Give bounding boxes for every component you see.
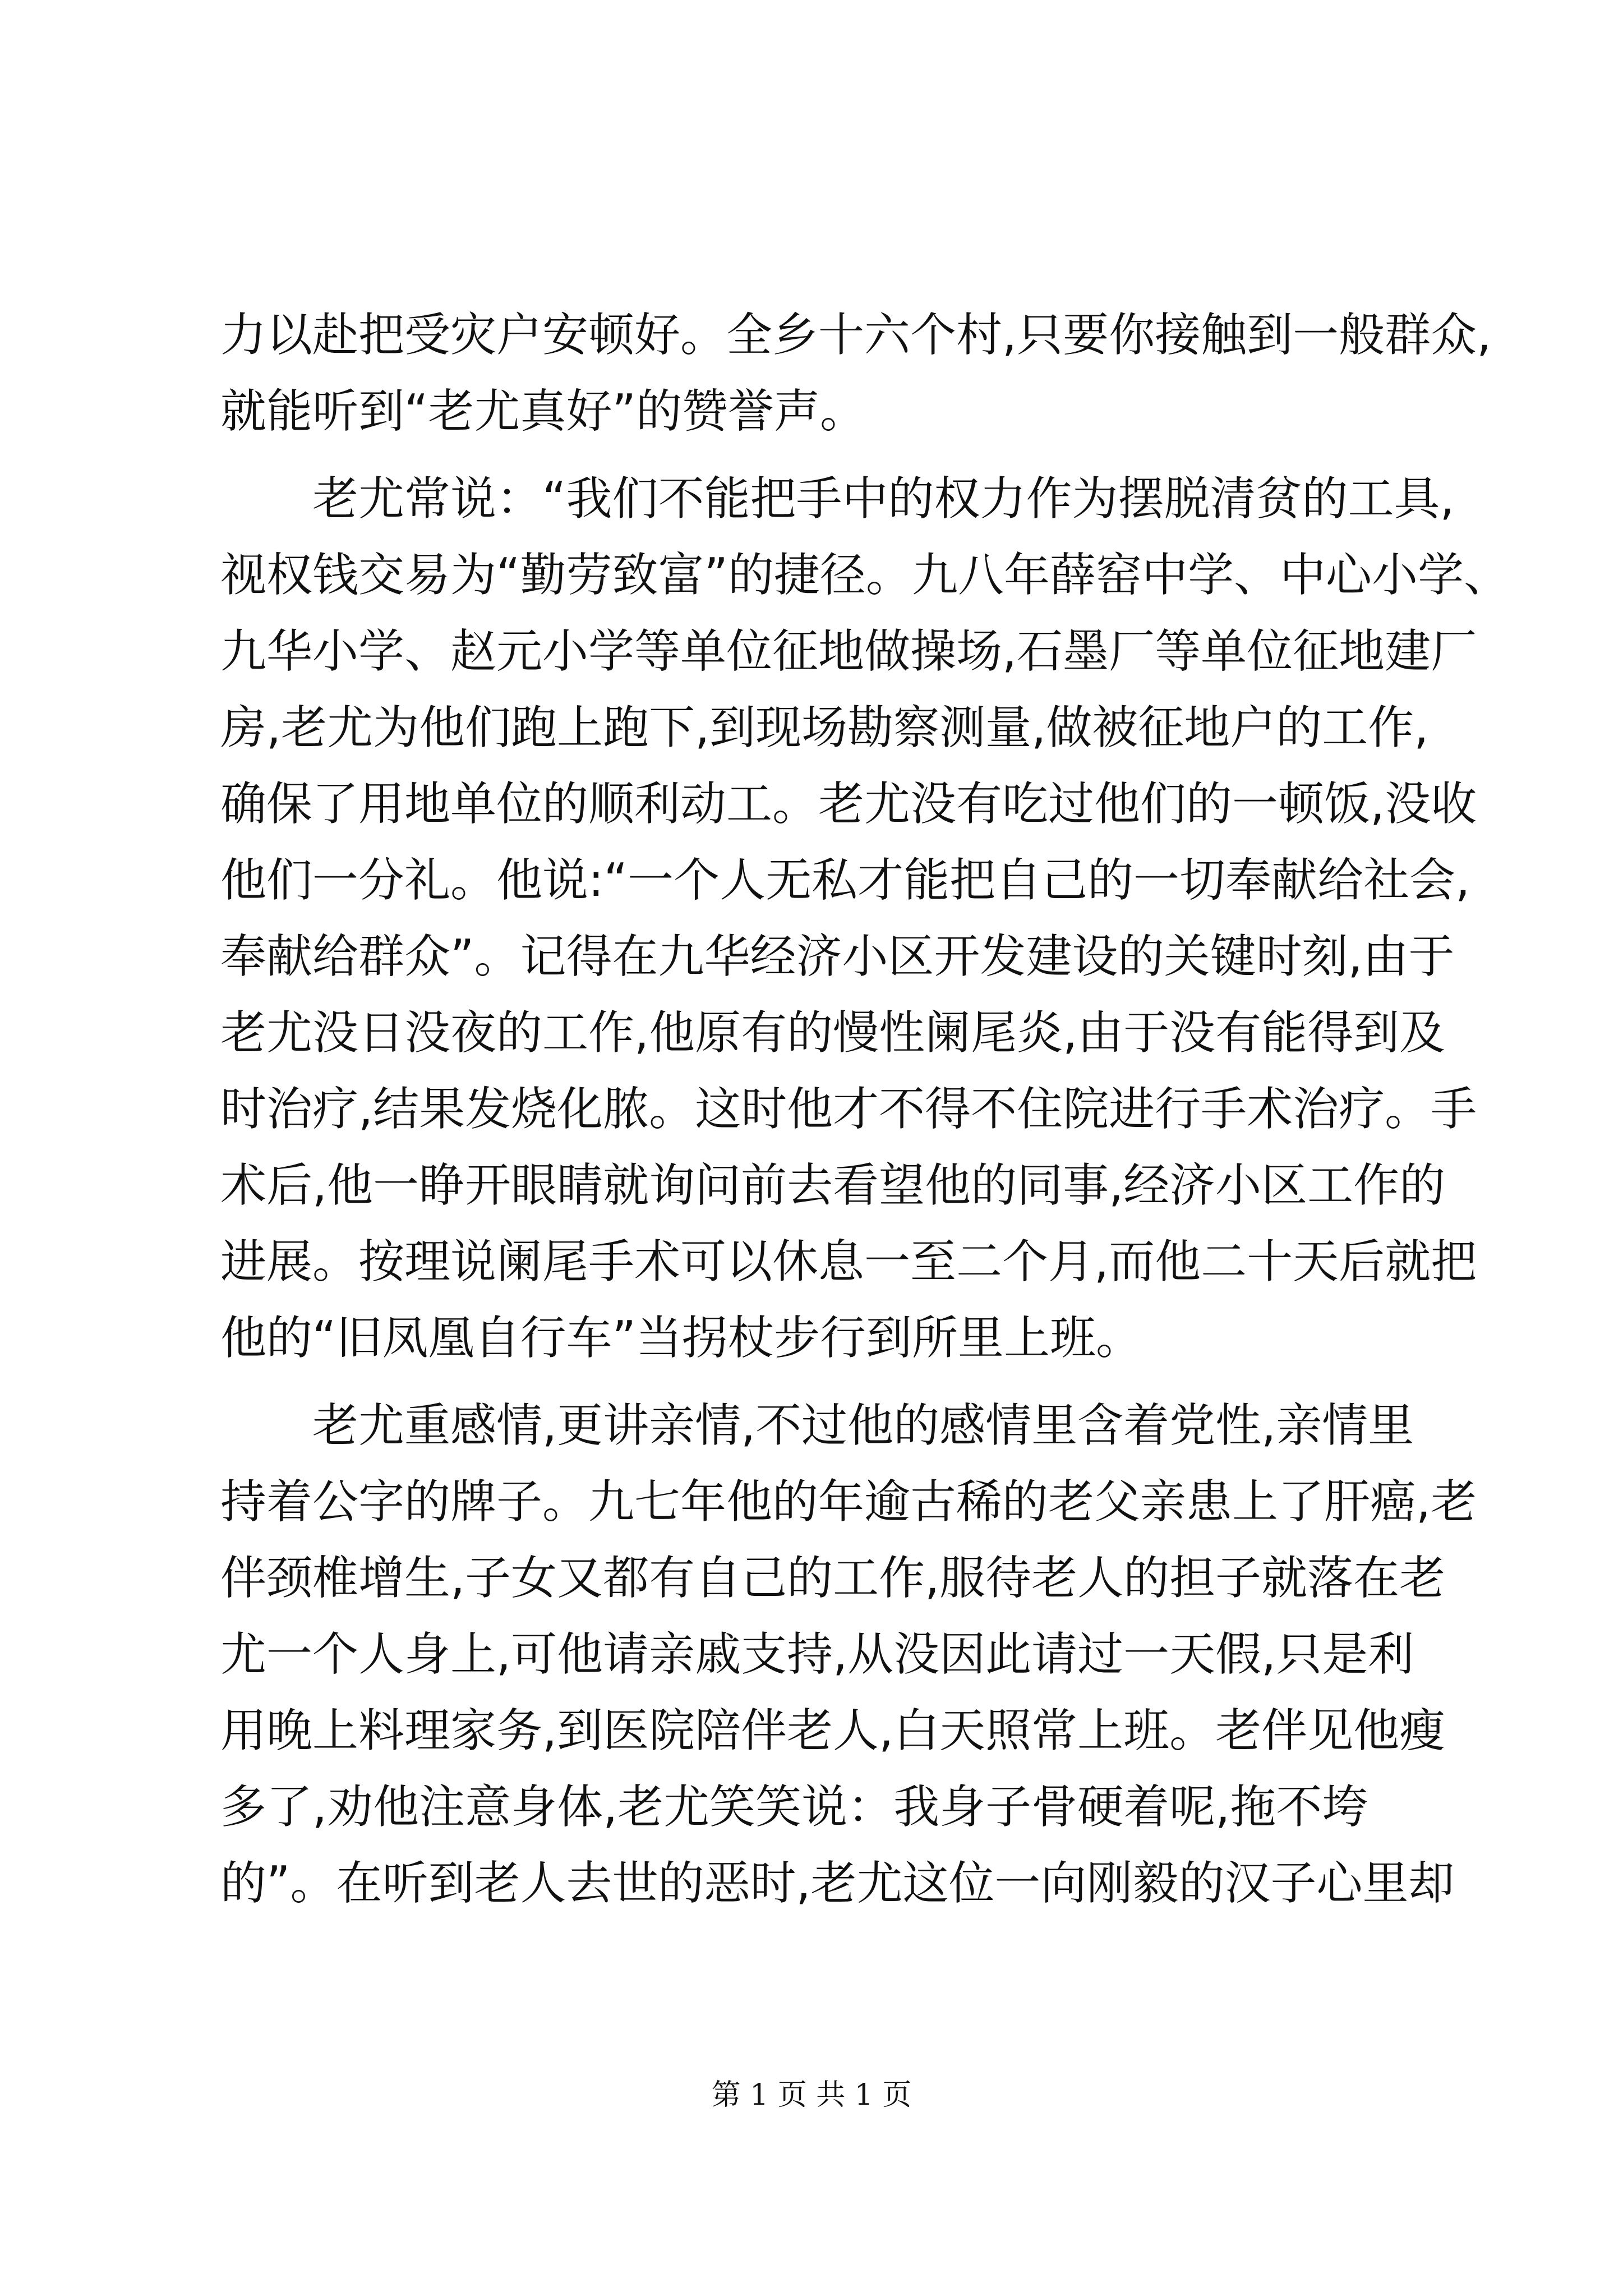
text-line: 多了,劝他注意身体,老尤笑笑说：我身子骨硬着呢,拖不垮 bbox=[220, 1780, 1368, 1834]
text-line: 老尤重感情,更讲亲情,不过他的感情里含着党性,亲情里 bbox=[220, 1399, 1414, 1452]
text-line: 老尤没日没夜的工作,他原有的慢性阑尾炎,由于没有能得到及 bbox=[220, 1006, 1446, 1060]
text-line: 时治疗,结果发烧化脓。这时他才不得不住院进行手术治疗。手 bbox=[220, 1083, 1477, 1136]
page-number-footer: 第 1 页 共 1 页 bbox=[711, 2078, 912, 2112]
text-line: 他们一分礼。他说:“一个人无私才能把自己的一切奉献给社会, bbox=[220, 854, 1470, 907]
text-line: 九华小学、赵元小学等单位征地做操场,石墨厂等单位征地建厂 bbox=[220, 625, 1477, 678]
text-line: 用晚上料理家务,到医院陪伴老人,白天照常上班。老伴见他瘦 bbox=[220, 1704, 1446, 1757]
text-line: 力以赴把受灾户安顿好。全乡十六个村,只要你接触到一般群众, bbox=[220, 309, 1492, 362]
text-line: 进展。按理说阑尾手术可以休息一至二个月,而他二十天后就把 bbox=[220, 1235, 1477, 1289]
text-line: 他的“旧凤凰自行车”当拐杖步行到所里上班。 bbox=[220, 1312, 1142, 1365]
text-line: 视权钱交易为“勤劳致富”的捷径。九八年薛窑中学、中心小学、 bbox=[220, 549, 1510, 602]
text-line: 尤一个人身上,可他请亲戚支持,从没因此请过一天假,只是利 bbox=[220, 1628, 1414, 1681]
text-line: 持着公字的牌子。九七年他的年逾古稀的老父亲患上了肝癌,老 bbox=[220, 1475, 1477, 1529]
text-line: 就能听到“老尤真好”的赞誉声。 bbox=[220, 385, 866, 438]
text-line: 的”。在听到老人去世的恶时,老尤这位一向刚毅的汉子心里却 bbox=[220, 1857, 1455, 1910]
text-line: 奉献给群众”。记得在九华经济小区开发建设的关键时刻,由于 bbox=[220, 930, 1455, 983]
text-line: 术后,他一睁开眼睛就询问前去看望他的同事,经济小区工作的 bbox=[220, 1159, 1446, 1212]
text-line: 房,老尤为他们跑上跑下,到现场勘察测量,做被征地户的工作, bbox=[220, 701, 1429, 754]
text-line: 伴颈椎增生,子女又都有自己的工作,服待老人的担子就落在老 bbox=[220, 1552, 1446, 1605]
paragraph-3 bbox=[220, 1388, 1477, 1922]
text-line: 确保了用地单位的顺利动工。老尤没有吃过他们的一顿饭,没收 bbox=[220, 777, 1477, 831]
text-line: 老尤常说：“我们不能把手中的权力作为摆脱清贫的工具, bbox=[220, 472, 1455, 526]
paragraph-2 bbox=[220, 461, 1510, 1377]
paragraph-1 bbox=[220, 297, 1492, 450]
document-body bbox=[220, 297, 1510, 1922]
